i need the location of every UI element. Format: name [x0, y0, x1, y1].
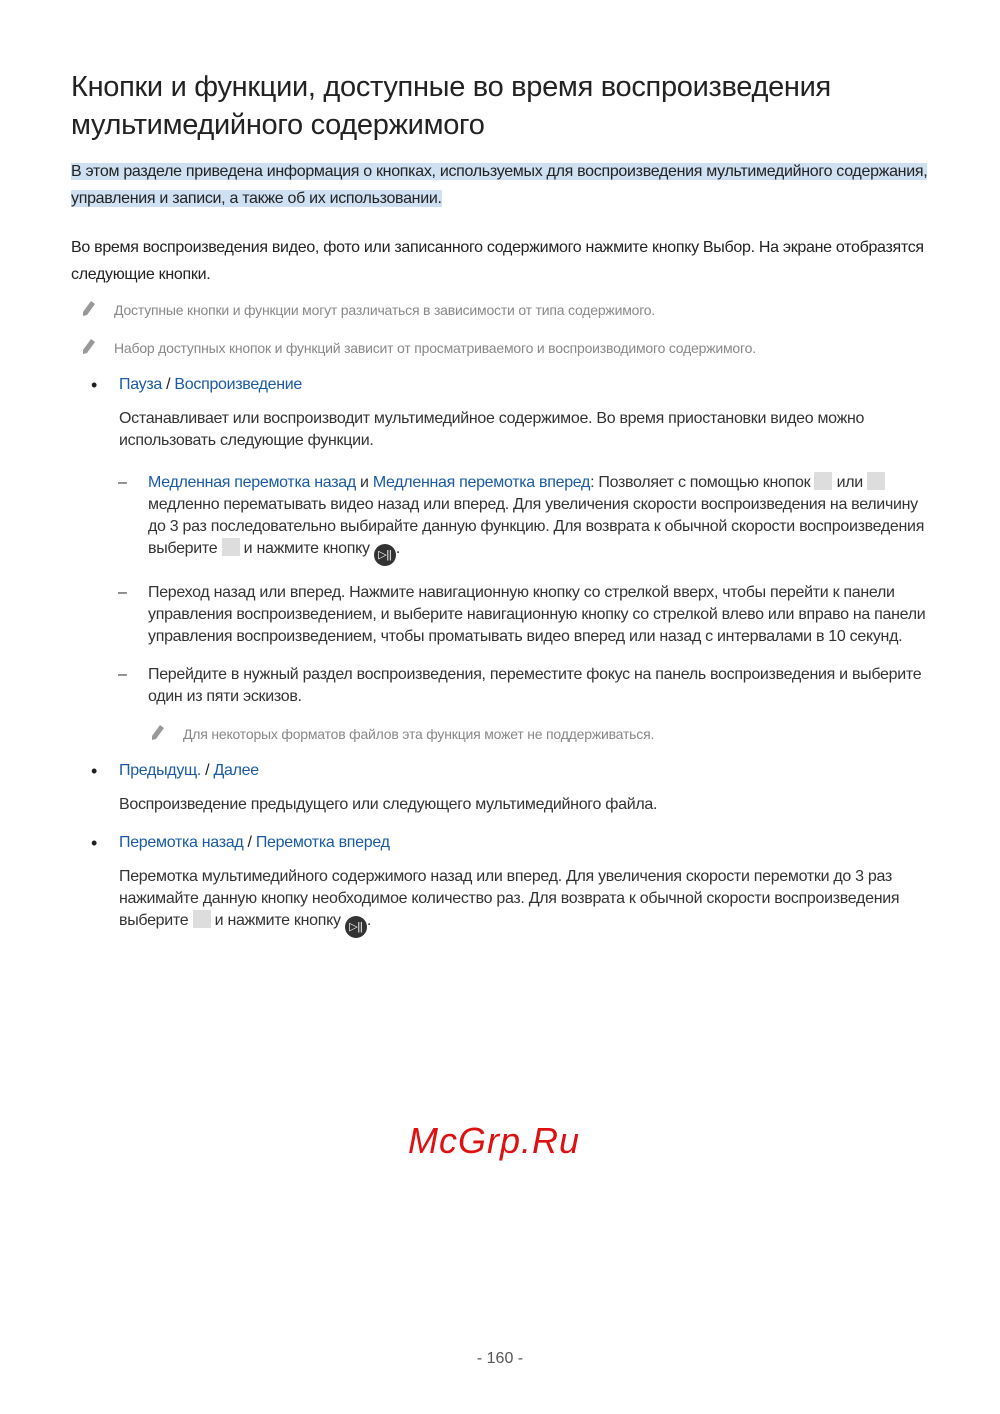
dash: – [118, 474, 127, 491]
sub-item-slow [118, 472, 931, 566]
pencil-icon [80, 300, 96, 318]
play-pause-icon: ▷|| [374, 544, 396, 566]
intro-highlighted [71, 158, 931, 212]
note-text: Набор доступных кнопок и функций зависит от просматриваемого и воспроизводимого содержимого. [114, 340, 756, 356]
text: Переход назад или вперед. Нажмите навигационную кнопку со стрелкой вверх, чтобы перейти к панели управления воспроизведением, и выберите навигационную кнопку со стрелкой влево или вправо на панели управления воспроизведением, чтобы проматывать видео вперед или назад с интервалами в 10 секунд. [148, 584, 926, 645]
pause-desc: Останавливает или воспроизводит мультимедийное содержимое. Во время приостановки видео можно использовать следующие функции. [119, 410, 865, 449]
link-previous[interactable]: Предыдущ. [119, 762, 202, 779]
sub-item-thumbnails [118, 664, 931, 708]
page-title: Кнопки и функции, доступные во время воспроизведения мультимедийного содержимого [71, 71, 831, 141]
watermark-logo: McGrp.Ru [408, 1120, 581, 1161]
link-rewind[interactable]: Перемотка назад [119, 834, 244, 851]
bullet-prev-next [91, 760, 931, 782]
text: . [366, 912, 371, 929]
play-button-icon [222, 538, 240, 556]
link-pause[interactable]: Пауза [119, 376, 162, 393]
play-button-icon [193, 910, 211, 928]
rewind-desc [119, 866, 931, 938]
bullet-rewind-forward [91, 832, 931, 854]
dash: – [118, 584, 127, 601]
link-play[interactable]: Воспроизведение [174, 376, 302, 393]
bullet-dot: • [91, 761, 98, 781]
pencil-icon [149, 724, 165, 742]
separator: / [161, 376, 175, 393]
note-text: Доступные кнопки и функции могут различаться в зависимости от типа содержимого. [114, 302, 656, 318]
link-slow-rewind[interactable]: Медленная перемотка назад [148, 474, 356, 491]
separator: / [201, 762, 214, 779]
pencil-icon [80, 338, 96, 356]
slow-forward-button-icon [867, 472, 885, 490]
text: и нажмите кнопку [239, 540, 374, 557]
bullet-dot: • [91, 833, 98, 853]
sub-item-skip [118, 582, 931, 648]
note-1 [80, 300, 931, 320]
note-text: Для некоторых форматов файлов эта функция может не поддерживаться. [183, 726, 655, 742]
item-rewind-forward [91, 832, 931, 938]
slow-rewind-button-icon [814, 472, 832, 490]
text: . [395, 540, 400, 557]
bullet-dot: • [91, 375, 98, 395]
text: Перейдите в нужный раздел воспроизведения, переместите фокус на панель воспроизведения и выберите один из пяти эскизов. [148, 666, 922, 705]
sub-note [149, 724, 931, 744]
text: Перемотка мультимедийного содержимого назад или вперед. Для увеличения скорости перемотки до 3 раз нажимайте данную кнопку необходимое количество раз. Для возврата к обычной скорости воспроизведения выберите [119, 868, 900, 929]
link-next[interactable]: Далее [213, 762, 259, 779]
item-prev-next [91, 760, 931, 816]
dash: – [118, 666, 127, 683]
text: и нажмите кнопку [210, 912, 345, 929]
link-fast-forward[interactable]: Перемотка вперед [255, 834, 390, 851]
note-2 [80, 338, 931, 358]
main-paragraph: Во время воспроизведения видео, фото или записанного содержимого нажмите кнопку Выбор. На экране отобразятся следующие кнопки. [71, 239, 924, 283]
separator: / [243, 834, 256, 851]
link-slow-forward[interactable]: Медленная перемотка вперед [372, 474, 591, 491]
bullet-pause-play [91, 374, 931, 396]
text: или [832, 474, 868, 491]
page-content [71, 68, 931, 938]
page-number: - 160 - [476, 1350, 524, 1367]
text: медленно перематывать видео назад или вперед. Для увеличения скорости воспроизведения на величину до 3 раз последовательно выбирайте данную функцию. Для возврата к обычной скорости воспроизведения выберите [148, 496, 925, 557]
prev-next-desc: Воспроизведение предыдущего или следующего мультимедийного файла. [119, 796, 658, 813]
text: : Позволяет с помощью кнопок [590, 474, 815, 491]
item-pause-play [91, 374, 931, 744]
intro-text: В этом разделе приведена информация о кнопках, используемых для воспроизведения мультимедийного содержания, управления и записи, а также об их использовании. [71, 163, 928, 207]
play-pause-icon: ▷|| [345, 916, 367, 938]
text: и [355, 474, 373, 491]
